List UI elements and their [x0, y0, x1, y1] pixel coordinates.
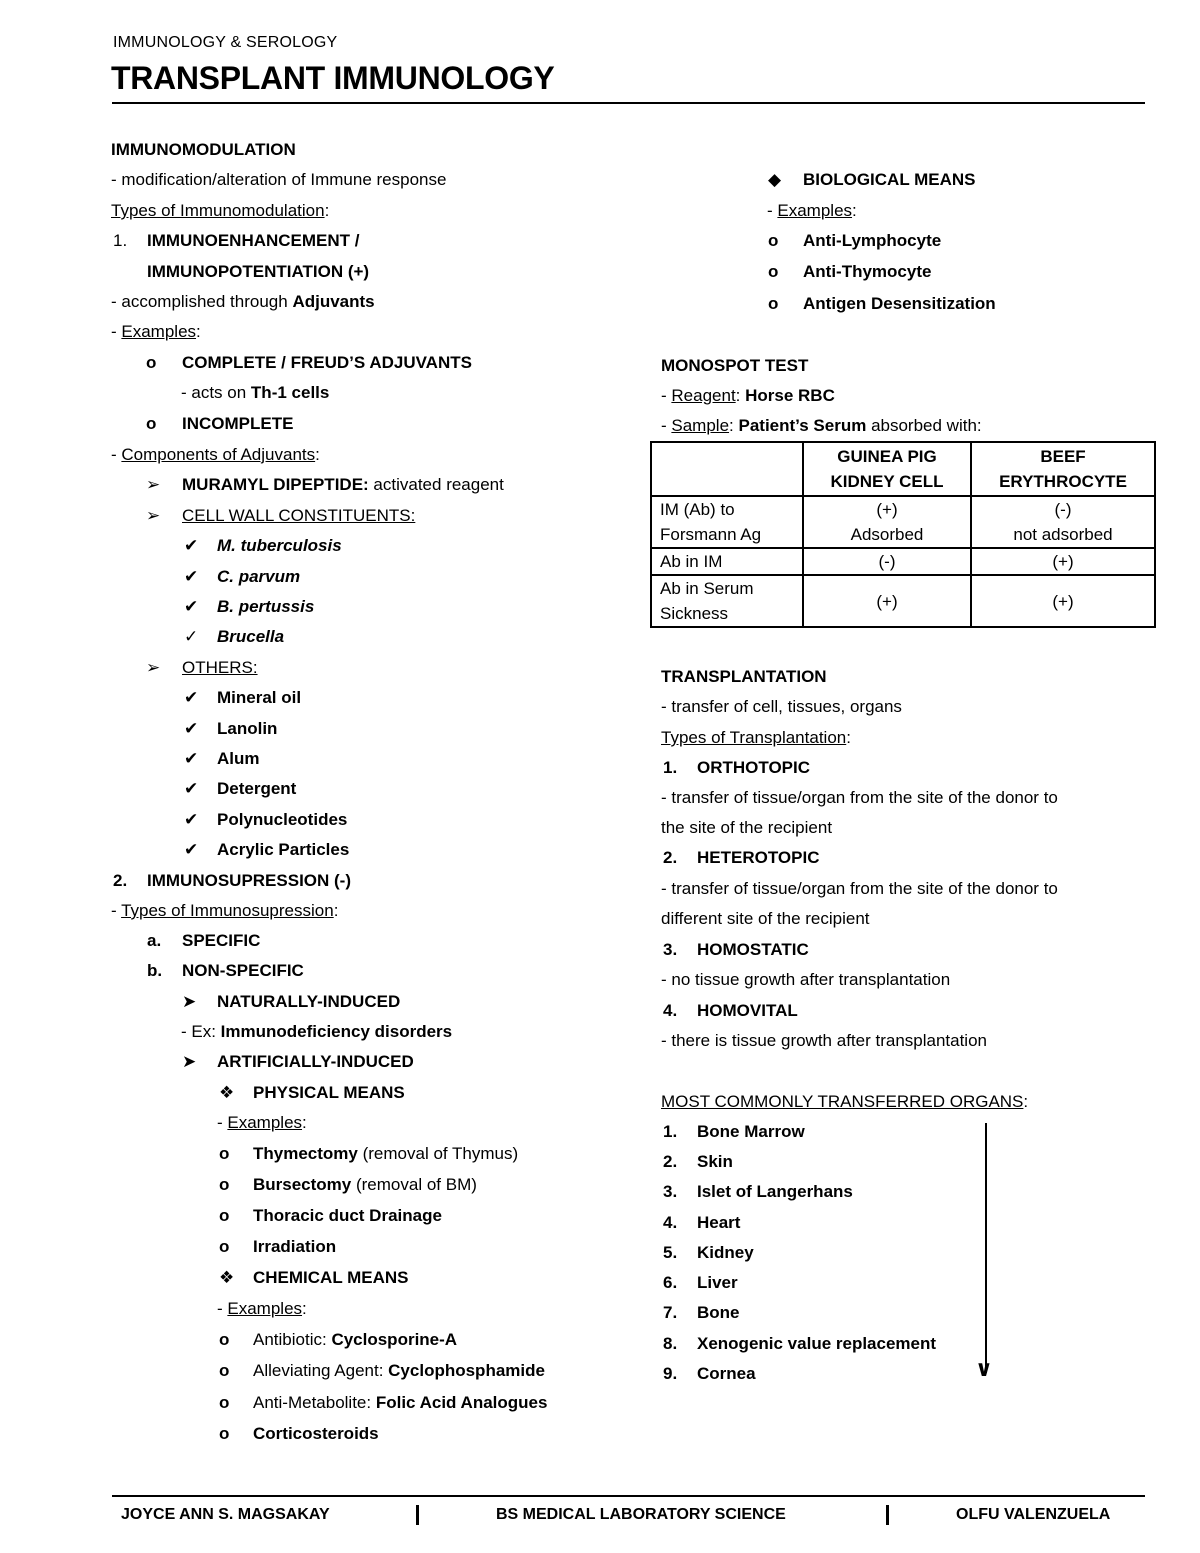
chemical-example-item: [253, 1388, 547, 1418]
naturally-example-term: Immunodeficiency disorders: [220, 1022, 453, 1041]
chemical-example-class: Alleviating Agent:: [253, 1361, 389, 1380]
transplant-type-name: ORTHOTOPIC: [697, 758, 811, 777]
checkmark-icon: ✔: [184, 810, 199, 829]
specific-item: SPECIFIC: [182, 931, 261, 950]
physical-example-term: Irradiation: [253, 1237, 337, 1256]
biological-means: BIOLOGICAL MEANS: [803, 170, 976, 189]
cell-wall-item: C. parvum: [217, 567, 301, 586]
muramyl-desc: activated reagent: [368, 475, 504, 494]
monospot-reagent-dash: -: [661, 386, 672, 405]
cell-wall-item: Brucella: [217, 627, 285, 646]
bullet-o-icon: o: [219, 1144, 230, 1163]
table-cell: (-): [803, 548, 971, 575]
bullet-o-icon: o: [219, 1361, 230, 1380]
cell-value: (-): [1054, 500, 1072, 519]
others-item: Polynucleotides: [217, 810, 348, 829]
physical-means: PHYSICAL MEANS: [253, 1083, 405, 1102]
immunomodulation-heading: IMMUNOMODULATION: [111, 140, 296, 159]
footer-divider: [112, 1495, 1145, 1497]
footer-author: JOYCE ANN S. MAGSAKAY: [121, 1506, 330, 1523]
others-item: Acrylic Particles: [217, 840, 350, 859]
incomplete-adjuvants: INCOMPLETE: [182, 414, 294, 433]
enhancement-examples-dash: -: [111, 322, 122, 341]
bullet-o-icon: o: [219, 1393, 230, 1412]
monospot-heading: MONOSPOT TEST: [661, 356, 809, 375]
row-label-line: Sickness: [660, 604, 729, 623]
down-arrow-icon: ∨: [975, 1356, 993, 1381]
table-row-label: Ab in IM: [651, 548, 803, 575]
chemical-example-drug: Folic Acid Analogues: [375, 1393, 548, 1412]
biological-examples-dash: -: [767, 201, 778, 220]
physical-examples-heading: [217, 1108, 307, 1138]
monospot-reagent-label: Reagent: [671, 386, 736, 405]
footer-program: BS MEDICAL LABORATORY SCIENCE: [496, 1506, 786, 1523]
artificially-induced: ARTIFICIALLY-INDUCED: [217, 1052, 414, 1071]
naturally-example: [181, 1017, 452, 1047]
table-row-label: [651, 575, 803, 627]
table-cell: [971, 496, 1155, 548]
monospot-reagent: [661, 381, 835, 411]
bullet-o-icon: o: [219, 1237, 230, 1256]
monospot-reagent-colon: :: [735, 386, 746, 405]
physical-examples-dash: -: [217, 1113, 228, 1132]
chemical-examples-heading: [217, 1294, 307, 1324]
chemical-example-item: [253, 1419, 379, 1449]
table-header-row: [651, 442, 1155, 496]
enhancement-examples-label: Examples: [121, 322, 197, 341]
immunomodulation-types-label: Types of Immunomodulation: [111, 201, 325, 220]
muramyl-term: MURAMYL DIPEPTIDE:: [182, 475, 369, 494]
item-marker-a: a.: [147, 931, 162, 950]
row-label-line: Forsmann Ag: [660, 525, 762, 544]
table-corner-cell: [651, 442, 803, 496]
chemical-example-item: [253, 1356, 545, 1386]
column-header-line: BEEF: [1040, 447, 1086, 466]
biological-examples-colon: :: [852, 201, 857, 220]
organs-heading-colon: :: [1023, 1092, 1029, 1111]
organ-number: 9.: [663, 1364, 678, 1383]
monospot-sample-colon: :: [729, 416, 739, 435]
organ-name: Cornea: [697, 1364, 756, 1383]
complete-note-prefix: - acts on: [181, 383, 251, 402]
suppression-types-dash: -: [111, 901, 122, 920]
chemical-examples-colon: :: [302, 1299, 307, 1318]
organ-number: 1.: [663, 1122, 678, 1141]
complete-note: [181, 378, 329, 408]
monospot-table: [650, 441, 1156, 628]
physical-example-term: Bursectomy: [253, 1175, 352, 1194]
bullet-o-icon: o: [146, 414, 157, 433]
checkmark-icon: ✔: [184, 536, 199, 555]
others-heading: OTHERS:: [182, 658, 258, 677]
header-divider: [112, 102, 1145, 104]
naturally-example-prefix: - Ex:: [181, 1022, 221, 1041]
subject-label: IMMUNOLOGY & SEROLOGY: [113, 34, 338, 51]
bullet-o-icon: o: [768, 294, 779, 313]
monospot-sample-term: Patient’s Serum: [738, 416, 867, 435]
transplant-type-desc: different site of the recipient: [661, 909, 870, 928]
checkmark-icon: ✔: [184, 779, 199, 798]
transplant-type-name: HOMOVITAL: [697, 1001, 798, 1020]
transplant-type-number: 3.: [663, 940, 678, 959]
physical-examples-label: Examples: [227, 1113, 303, 1132]
physical-examples-colon: :: [302, 1113, 307, 1132]
chemical-example-drug: Corticosteroids: [253, 1424, 379, 1443]
arrowhead-bullet-icon: ➢: [146, 506, 161, 525]
physical-example-item: [253, 1232, 336, 1262]
immunomodulation-types-heading: [111, 196, 329, 226]
checkmark-icon: ✔: [184, 567, 199, 586]
page-title: TRANSPLANT IMMUNOLOGY: [111, 60, 555, 96]
transplant-type-desc: - there is tissue growth after transplantation: [661, 1031, 987, 1050]
transplant-type-name: HETEROTOPIC: [697, 848, 820, 867]
table-column-header: [971, 442, 1155, 496]
physical-example-item: [253, 1201, 442, 1231]
transplant-type-desc: - transfer of tissue/organ from the site of the donor to: [661, 788, 1058, 807]
checkmark-icon: ✔: [184, 840, 199, 859]
naturally-induced: NATURALLY-INDUCED: [217, 992, 401, 1011]
diamond-bullet-icon: ◆: [768, 170, 782, 189]
others-item: Alum: [217, 749, 260, 768]
physical-example-item: [253, 1139, 518, 1169]
bullet-o-icon: o: [768, 262, 779, 281]
arrowhead-bullet-icon: ➤: [182, 992, 197, 1011]
transplant-type-desc: the site of the recipient: [661, 818, 833, 837]
organ-number: 2.: [663, 1152, 678, 1171]
transplant-type-name: HOMOSTATIC: [697, 940, 809, 959]
enhancement-title-line1: IMMUNOENHANCEMENT /: [147, 231, 360, 250]
physical-example-item: [253, 1170, 477, 1200]
transplant-type-desc: - no tissue growth after transplantation: [661, 970, 951, 989]
organ-number: 8.: [663, 1334, 678, 1353]
bullet-o-icon: o: [219, 1175, 230, 1194]
chemical-means: CHEMICAL MEANS: [253, 1268, 409, 1287]
cell-value: Adsorbed: [850, 525, 924, 544]
complete-adjuvants: COMPLETE / FREUD’S ADJUVANTS: [182, 353, 472, 372]
others-item: Mineral oil: [217, 688, 302, 707]
item-marker-b: b.: [147, 961, 163, 980]
transplantation-definition: - transfer of cell, tissues, organs: [661, 697, 902, 716]
enhancement-number: 1.: [113, 231, 128, 250]
enhancement-title-line2: IMMUNOPOTENTIATION (+): [147, 262, 370, 281]
nonspecific-item: NON-SPECIFIC: [182, 961, 304, 980]
adjuvant-prefix: - accomplished through: [111, 292, 293, 311]
organ-number: 7.: [663, 1303, 678, 1322]
suppression-title: IMMUNOSUPRESSION (-): [147, 871, 351, 890]
checkmark-icon: ✓: [184, 627, 199, 646]
footer-separator: [886, 1505, 889, 1525]
biological-examples-heading: [767, 196, 857, 226]
organ-number: 4.: [663, 1213, 678, 1232]
organ-name: Kidney: [697, 1243, 754, 1262]
checkmark-icon: ✔: [184, 719, 199, 738]
row-label-line: IM (Ab) to: [660, 500, 735, 519]
column-header-line: KIDNEY CELL: [830, 472, 944, 491]
muramyl-item: [182, 470, 504, 500]
biological-item: Anti-Lymphocyte: [803, 231, 942, 250]
complete-note-term: Th-1 cells: [250, 383, 330, 402]
organ-name: Bone: [697, 1303, 740, 1322]
chemical-examples-label: Examples: [227, 1299, 303, 1318]
transplant-type-number: 1.: [663, 758, 678, 777]
chemical-examples-dash: -: [217, 1299, 228, 1318]
footer-separator: [416, 1505, 419, 1525]
suppression-types-colon: :: [333, 901, 339, 920]
organ-number: 3.: [663, 1182, 678, 1201]
suppression-number: 2.: [113, 871, 128, 890]
table-row: [651, 496, 1155, 548]
transplant-type-desc: - transfer of tissue/organ from the site of the donor to: [661, 879, 1058, 898]
arrowhead-bullet-icon: ➢: [146, 658, 161, 677]
checkmark-icon: ✔: [184, 749, 199, 768]
physical-example-term: Thoracic duct Drainage: [253, 1206, 442, 1225]
monospot-sample: [661, 411, 982, 441]
cell-wall-heading: CELL WALL CONSTITUENTS:: [182, 506, 416, 525]
others-item: Detergent: [217, 779, 297, 798]
suppression-types-label: Types of Immunosupression: [121, 901, 334, 920]
transplantation-types-label: Types of Transplantation: [661, 728, 847, 747]
chemical-example-class: Anti-Metabolite:: [253, 1393, 376, 1412]
diamond-bullet-icon: ❖: [219, 1083, 235, 1102]
organs-heading-label: MOST COMMONLY TRANSFERRED ORGANS: [661, 1092, 1024, 1111]
footer-school: OLFU VALENZUELA: [956, 1506, 1111, 1523]
transplantation-types-colon: :: [846, 728, 851, 747]
column-header-line: GUINEA PIG: [837, 447, 937, 466]
row-label-line: Ab in Serum: [660, 579, 754, 598]
table-cell: (+): [971, 575, 1155, 627]
biological-item: Antigen Desensitization: [803, 294, 996, 313]
table-row-label: [651, 496, 803, 548]
arrowhead-bullet-icon: ➤: [182, 1052, 197, 1071]
organ-name: Skin: [697, 1152, 733, 1171]
checkmark-icon: ✔: [184, 688, 199, 707]
physical-example-term: Thymectomy: [253, 1144, 358, 1163]
table-row: [651, 575, 1155, 627]
chemical-example-drug: Cyclophosphamide: [388, 1361, 545, 1380]
cell-value: not adsorbed: [1013, 525, 1113, 544]
diamond-bullet-icon: ❖: [219, 1268, 235, 1287]
bullet-o-icon: o: [219, 1330, 230, 1349]
chemical-example-drug: Cyclosporine-A: [331, 1330, 458, 1349]
table-column-header: [803, 442, 971, 496]
biological-examples-label: Examples: [777, 201, 853, 220]
enhancement-examples-heading: [111, 317, 201, 347]
bullet-o-icon: o: [219, 1424, 230, 1443]
table-row: [651, 548, 1155, 575]
monospot-sample-label: Sample: [671, 416, 730, 435]
adjuvant-sentence: [111, 287, 375, 317]
organ-name: Islet of Langerhans: [697, 1182, 853, 1201]
transplant-type-number: 4.: [663, 1001, 678, 1020]
cell-wall-item: M. tuberculosis: [217, 536, 342, 555]
down-arrow-line: [985, 1123, 987, 1373]
physical-example-note: (removal of BM): [351, 1175, 477, 1194]
monospot-sample-dash: -: [661, 416, 672, 435]
components-colon: :: [315, 445, 320, 464]
bullet-o-icon: o: [768, 231, 779, 250]
monospot-sample-rest: absorbed with:: [866, 416, 982, 435]
bullet-o-icon: o: [146, 353, 157, 372]
transplantation-types-heading: [661, 723, 851, 753]
organs-heading: [661, 1087, 1028, 1117]
suppression-types-heading: [111, 896, 338, 926]
bullet-o-icon: o: [219, 1206, 230, 1225]
immunomodulation-types-colon: :: [324, 201, 330, 220]
checkmark-icon: ✔: [184, 597, 199, 616]
organ-name: Xenogenic value replacement: [697, 1334, 937, 1353]
transplantation-heading: TRANSPLANTATION: [661, 667, 827, 686]
arrowhead-bullet-icon: ➢: [146, 475, 161, 494]
monospot-reagent-value: Horse RBC: [745, 386, 835, 405]
biological-item: Anti-Thymocyte: [803, 262, 932, 281]
others-item: Lanolin: [217, 719, 278, 738]
organ-name: Bone Marrow: [697, 1122, 805, 1141]
organ-name: Heart: [697, 1213, 741, 1232]
enhancement-examples-colon: :: [196, 322, 201, 341]
organ-number: 6.: [663, 1273, 678, 1292]
cell-value: (+): [876, 500, 898, 519]
adjuvant-term: Adjuvants: [292, 292, 375, 311]
components-heading: [111, 440, 320, 470]
table-cell: (+): [803, 575, 971, 627]
transplant-type-number: 2.: [663, 848, 678, 867]
table-cell: [803, 496, 971, 548]
components-label: Components of Adjuvants: [121, 445, 316, 464]
components-dash: -: [111, 445, 122, 464]
table-cell: (+): [971, 548, 1155, 575]
physical-example-note: (removal of Thymus): [357, 1144, 519, 1163]
chemical-example-item: [253, 1325, 457, 1355]
cell-wall-item: B. pertussis: [217, 597, 315, 616]
organ-number: 5.: [663, 1243, 678, 1262]
immunomodulation-definition: - modification/alteration of Immune response: [111, 170, 447, 189]
organ-name: Liver: [697, 1273, 738, 1292]
column-header-line: ERYTHROCYTE: [999, 472, 1127, 491]
chemical-example-class: Antibiotic:: [253, 1330, 332, 1349]
